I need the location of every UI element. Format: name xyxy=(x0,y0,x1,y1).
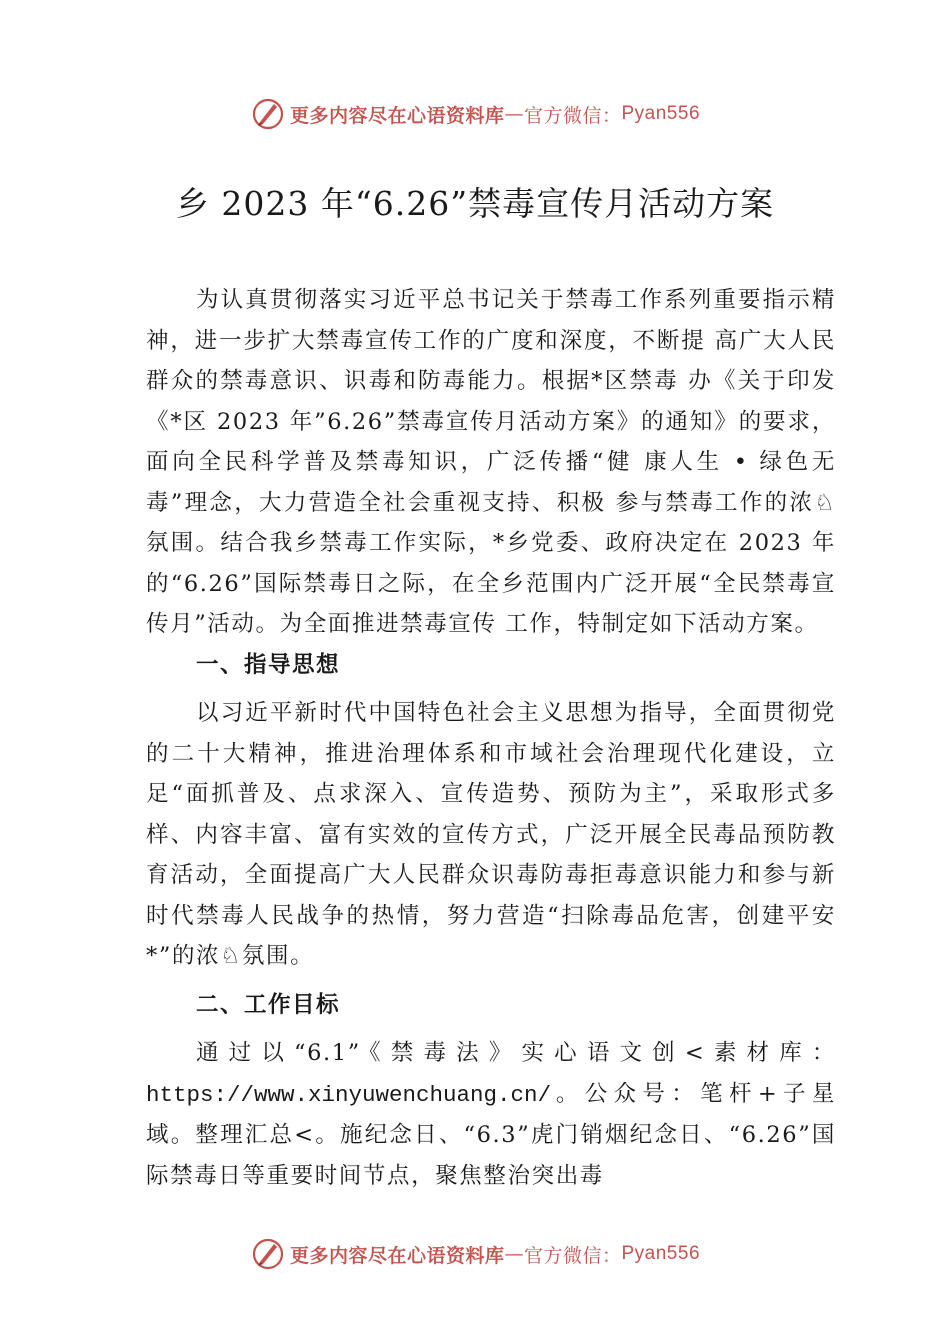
banner-brand: 更多内容尽在心语资料库 xyxy=(289,1244,505,1267)
intro-paragraph: 为认真贯彻落实习近平总书记关于禁毒工作系列重要指示精神，进一步扩大禁毒宣传工作的广度和深度，不断提 高广大人民群众的禁毒意识、识毒和防毒能力。根据*区禁毒 办《关于印发《*区 2023 年”6.26”禁毒宣传月活动方案》的通知》的要求，面向全民科学普及禁毒知识，广泛传播“健 康人生 • 绿色无毒”理念，大力营造全社会重视支持、积极 参与禁毒工作的浓♘氛围。结合我乡禁毒工作实际，*乡党委、政府决定在 2023 年的“6.26”国际禁毒日之际，在全乡范围内广泛开展“全民禁毒宣传月”活动。为全面推进禁毒宣传 工作，特制定如下活动方案。 xyxy=(146,287,836,637)
banner-dash: — xyxy=(504,103,524,125)
banner-label: 官方微信： xyxy=(523,1244,622,1267)
source-url: https://www.xinyuwenchuang.cn/ xyxy=(146,1081,552,1108)
banner-label: 官方微信： xyxy=(523,104,622,127)
section-heading-guiding-ideology: 一、指导思想 xyxy=(196,651,341,678)
quill-logo-icon xyxy=(250,96,286,132)
document-title: 乡 2023 年“6.26”禁毒宣传月活动方案 xyxy=(175,184,775,223)
banner-dash: — xyxy=(504,1243,524,1265)
work-goals-text-b: 。公众号：笔杆+子星域。整理汇总<。施纪念日、“6.3”虎门销烟纪念日、“6.26”国际禁毒日等重要时间节点，聚焦整治突出毒 xyxy=(146,1080,836,1189)
banner-brand: 更多内容尽在心语资料库 xyxy=(289,104,505,127)
document-body xyxy=(146,280,836,1196)
work-goals-text-a: 通过以“6.1”《禁毒法》实心语文创<素材库： xyxy=(196,1040,836,1066)
guiding-ideology-paragraph: 以习近平新时代中国特色社会主义思想为指导，全面贯彻党的二十大精神，推进治理体系和市域社会治理现代化建设，立足“面抓普及、点求深入、宣传造势、预防为主”，采取形式多样、内容丰富、富有实效的宣传方式，广泛开展全民毒品预防教育活动，全面提高广大人民群众识毒防毒拒毒意识能力和参与新时代禁毒人民战争的热情，努力营造“扫除毒品危害，创建平安*”的浓♘氛围。 xyxy=(146,700,836,969)
banner-handle: Pyan556 xyxy=(621,1243,701,1264)
footer-watermark-banner xyxy=(0,1232,950,1276)
section-heading-work-goals: 二、工作目标 xyxy=(196,991,341,1018)
banner-handle: Pyan556 xyxy=(621,103,701,124)
work-goals-paragraph xyxy=(146,1033,836,1196)
quill-logo-icon xyxy=(250,1236,286,1272)
header-watermark-banner xyxy=(0,92,950,136)
